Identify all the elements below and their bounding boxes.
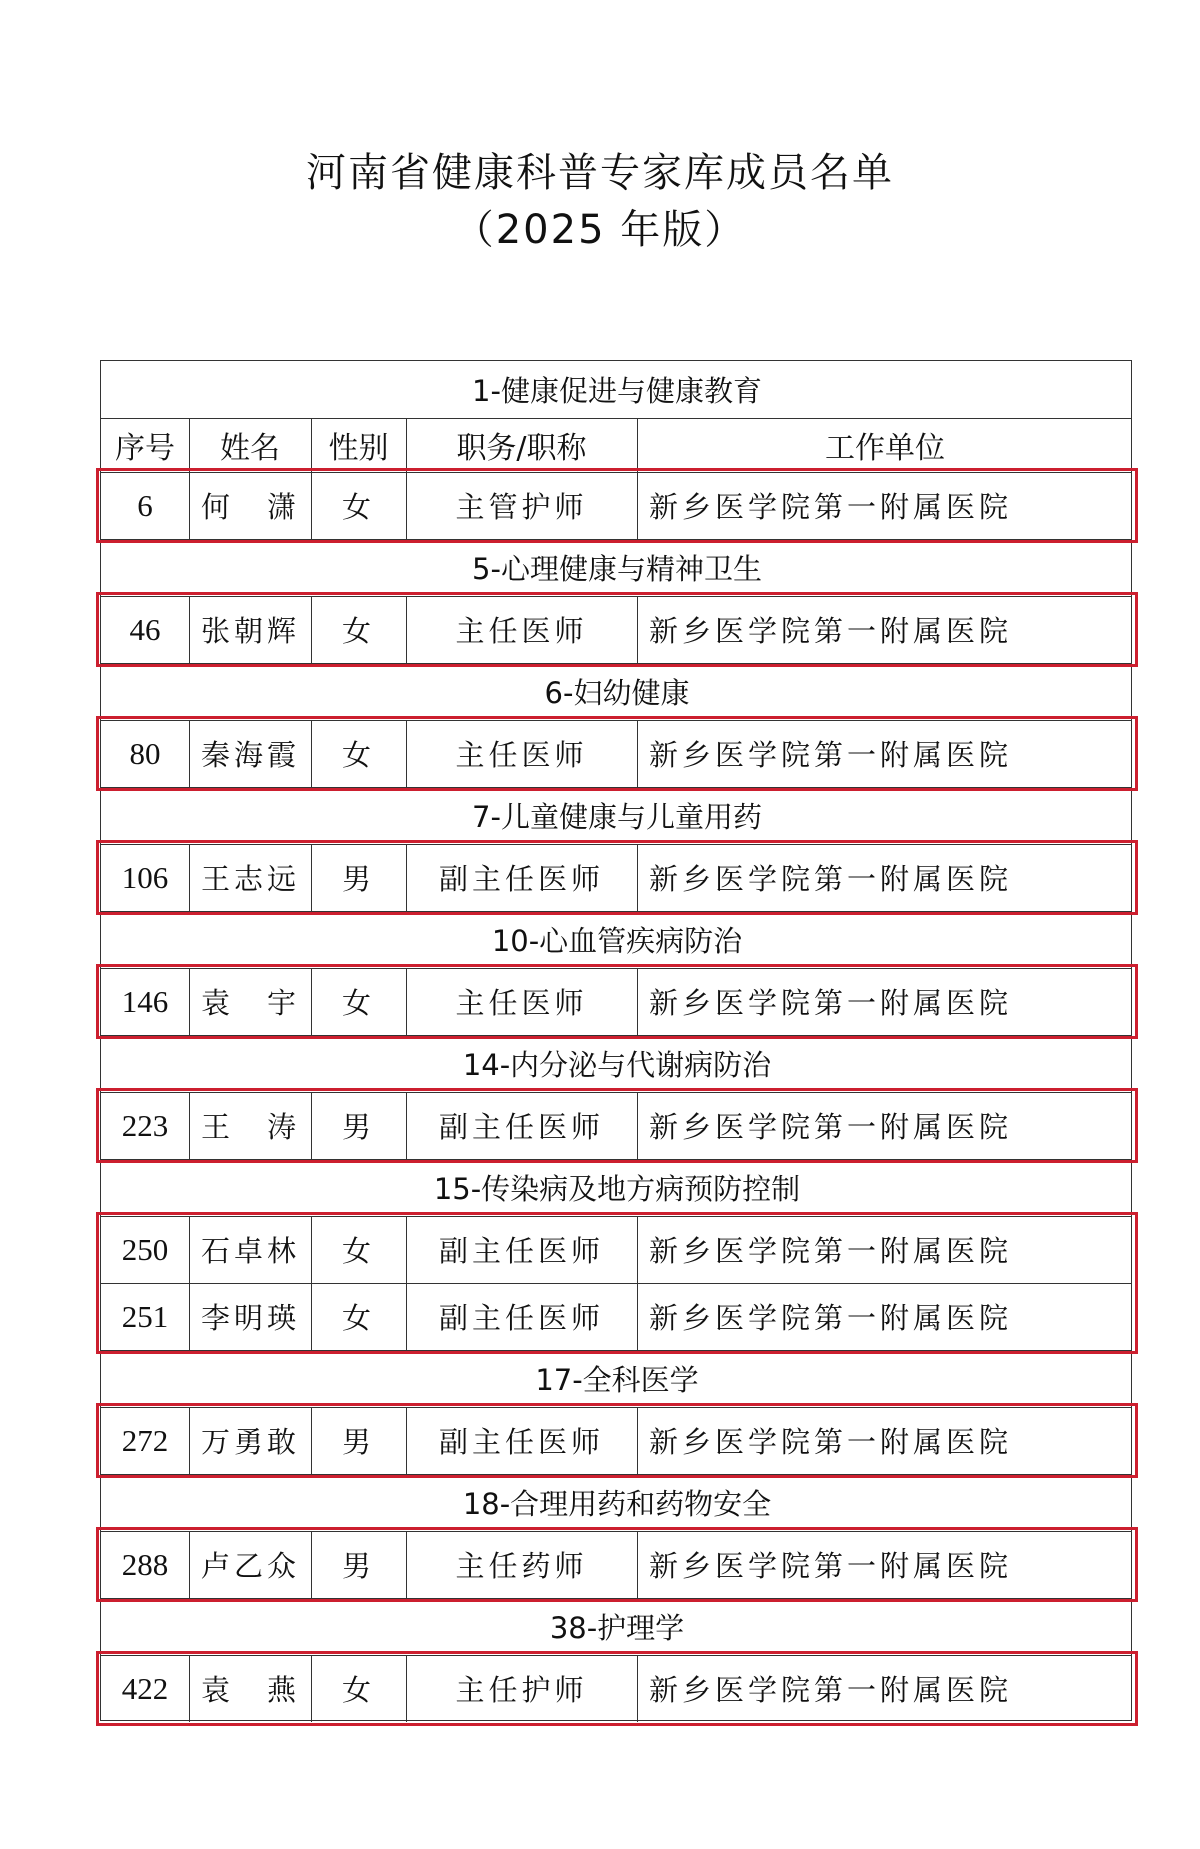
cell-gender: 女 [341,490,375,524]
section-title: 17-全科医学 [535,1363,699,1397]
column-header-position: 职务/职称 [456,431,587,466]
cell-position: 副主任医师 [438,862,604,896]
cell-work-unit: 新乡医学院第一附属医院 [649,738,1013,772]
cell-gender: 男 [341,1549,375,1583]
cell-work-unit: 新乡医学院第一附属医院 [649,614,1013,648]
cell-gender: 男 [341,1110,375,1144]
section-title: 14-内分泌与代谢病防治 [462,1048,772,1082]
section-title: 5-心理健康与精神卫生 [472,552,762,586]
cell-work-unit: 新乡医学院第一附属医院 [649,1234,1013,1268]
cell-work-unit: 新乡医学院第一附属医院 [649,1673,1013,1707]
cell-seq-number: 250 [121,1231,169,1267]
cell-gender: 男 [341,1425,375,1459]
cell-name: 王志远 [201,862,301,896]
cell-seq-number: 146 [121,983,169,1019]
cell-seq-number: 288 [121,1546,169,1582]
cell-gender: 男 [341,862,375,896]
cell-seq-number: 80 [129,735,161,771]
cell-seq-number: 272 [121,1422,169,1458]
cell-work-unit: 新乡医学院第一附属医院 [649,1301,1013,1335]
cell-gender: 女 [341,1301,375,1335]
cell-gender: 女 [341,614,375,648]
cell-position: 主任医师 [455,614,588,648]
cell-name: 秦海霞 [201,738,301,772]
cell-name: 卢乙众 [201,1549,301,1583]
column-header-work-unit: 工作单位 [825,431,945,466]
cell-seq-number: 6 [137,487,153,523]
column-header-seq-number: 序号 [115,431,175,466]
cell-work-unit: 新乡医学院第一附属医院 [649,986,1013,1020]
cell-gender: 女 [341,738,375,772]
section-title: 7-儿童健康与儿童用药 [472,800,762,834]
cell-name: 何 潇 [201,490,301,524]
column-header-gender: 性别 [328,431,389,466]
cell-name: 袁 宇 [201,986,301,1020]
cell-work-unit: 新乡医学院第一附属医院 [649,1549,1013,1583]
section-title: 38-护理学 [549,1611,685,1645]
cell-position: 主任护师 [455,1673,588,1707]
section-title: 1-健康促进与健康教育 [472,374,762,408]
cell-name: 袁 燕 [201,1673,301,1707]
cell-name: 万勇敢 [201,1425,301,1459]
section-title: 10-心血管疾病防治 [491,924,743,958]
expert-table [100,360,1132,1721]
cell-name: 石卓林 [201,1234,301,1268]
cell-gender: 女 [341,1673,375,1707]
cell-work-unit: 新乡医学院第一附属医院 [649,1110,1013,1144]
cell-name: 王 涛 [201,1110,301,1144]
cell-position: 副主任医师 [438,1425,604,1459]
cell-work-unit: 新乡医学院第一附属医院 [649,862,1013,896]
section-title: 15-传染病及地方病预防控制 [433,1172,801,1206]
cell-work-unit: 新乡医学院第一附属医院 [649,490,1013,524]
cell-position: 主任药师 [455,1549,588,1583]
cell-name: 张朝辉 [201,614,301,648]
cell-gender: 女 [341,1234,375,1268]
column-header-name: 姓名 [220,431,280,466]
cell-seq-number: 223 [121,1107,169,1143]
cell-position: 主任医师 [455,738,588,772]
cell-position: 副主任医师 [438,1301,604,1335]
document-edition: （2025 年版） [453,207,747,253]
cell-gender: 女 [341,986,375,1020]
cell-seq-number: 46 [129,611,161,647]
section-title: 6-妇幼健康 [544,676,690,710]
cell-position: 副主任医师 [438,1110,604,1144]
cell-name: 李明瑛 [201,1301,301,1335]
cell-seq-number: 422 [121,1670,169,1706]
cell-seq-number: 106 [121,859,169,895]
cell-position: 副主任医师 [438,1234,604,1268]
section-title: 18-合理用药和药物安全 [462,1487,772,1521]
cell-position: 主任医师 [455,986,588,1020]
document-title: 河南省健康科普专家库成员名单 [306,150,894,196]
cell-seq-number: 251 [121,1298,169,1334]
cell-position: 主管护师 [455,490,588,524]
cell-work-unit: 新乡医学院第一附属医院 [649,1425,1013,1459]
